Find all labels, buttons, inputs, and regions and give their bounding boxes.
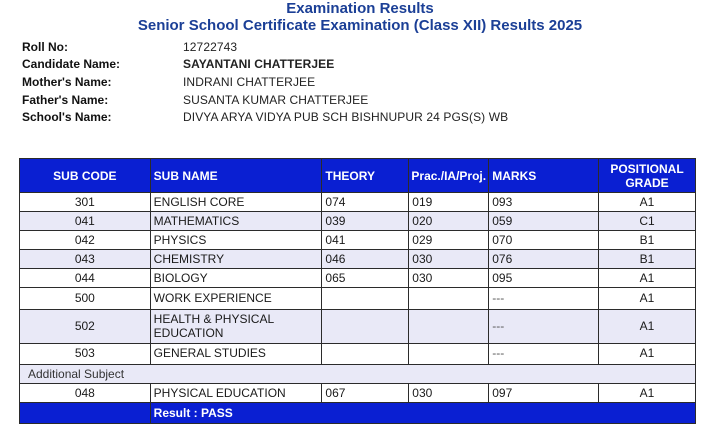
sub-code: 502 <box>20 309 151 343</box>
page-title: Examination Results <box>286 0 434 17</box>
sub-name: CHEMISTRY <box>150 250 322 269</box>
father-name-value: SUSANTA KUMAR CHATTERJEE <box>183 92 369 107</box>
total-marks: 093 <box>489 193 599 212</box>
total-marks: --- <box>489 343 599 365</box>
header-marks: MARKS <box>489 159 599 193</box>
marks-table <box>19 158 696 424</box>
sub-code: 503 <box>20 343 151 365</box>
mother-name-value: INDRANI CHATTERJEE <box>183 74 316 89</box>
table-row <box>20 212 696 231</box>
candidate-name-label: Candidate Name: <box>22 57 121 72</box>
total-marks: 076 <box>489 250 599 269</box>
practical-marks: 020 <box>409 212 489 231</box>
theory-marks: 065 <box>322 269 409 288</box>
sub-name: ENGLISH CORE <box>150 193 322 212</box>
sub-name: MATHEMATICS <box>150 212 322 231</box>
grade: B1 <box>599 250 696 269</box>
practical-marks <box>409 309 489 343</box>
sub-code: 044 <box>20 269 151 288</box>
total-marks: --- <box>489 309 599 343</box>
page-subtitle: Senior School Certificate Examination (Class XII) Results 2025 <box>137 17 583 34</box>
practical-marks <box>409 288 489 310</box>
sub-code: 048 <box>20 384 151 403</box>
additional-subject-label: Additional Subject <box>20 365 696 384</box>
practical-marks: 030 <box>409 384 489 403</box>
sub-name: BIOLOGY <box>150 269 322 288</box>
grade: A1 <box>599 309 696 343</box>
additional-subject-row <box>20 365 696 384</box>
theory-marks <box>322 309 409 343</box>
sub-name: GENERAL STUDIES <box>150 343 322 365</box>
theory-marks: 039 <box>322 212 409 231</box>
school-name-value: DIVYA ARYA VIDYA PUB SCH BISHNUPUR 24 PGS(S) WB <box>183 110 509 125</box>
grade: A1 <box>599 343 696 365</box>
table-header-row <box>20 159 696 193</box>
table-row <box>20 250 696 269</box>
grade: A1 <box>599 269 696 288</box>
header-positional-grade: POSITIONAL GRADE <box>599 159 696 193</box>
mother-name-label: Mother's Name: <box>22 74 112 89</box>
theory-marks <box>322 343 409 365</box>
candidate-info <box>22 38 508 126</box>
header-sub-code: SUB CODE <box>20 159 151 193</box>
table-row <box>20 384 696 403</box>
grade: A1 <box>599 384 696 403</box>
table-row <box>20 193 696 212</box>
grade: C1 <box>599 212 696 231</box>
header-sub-name: SUB NAME <box>150 159 322 193</box>
theory-marks: 074 <box>322 193 409 212</box>
total-marks: 097 <box>489 384 599 403</box>
header-theory: THEORY <box>322 159 409 193</box>
father-name-row <box>22 91 508 109</box>
table-row <box>20 269 696 288</box>
sub-name: PHYSICAL EDUCATION <box>150 384 322 403</box>
father-name-label: Father's Name: <box>22 92 109 107</box>
school-name-label: School's Name: <box>22 110 112 125</box>
result-spacer <box>20 403 151 424</box>
roll-no-label: Roll No: <box>22 39 68 54</box>
result-status: Result : PASS <box>150 403 695 424</box>
table-row <box>20 309 696 343</box>
practical-marks: 030 <box>409 269 489 288</box>
practical-marks: 030 <box>409 250 489 269</box>
candidate-name-value: SAYANTANI CHATTERJEE <box>183 57 335 72</box>
practical-marks: 029 <box>409 231 489 250</box>
header-practical: Prac./IA/Proj. <box>409 159 489 193</box>
roll-no-value: 12722743 <box>183 39 238 54</box>
candidate-name-row <box>22 56 508 74</box>
sub-code: 041 <box>20 212 151 231</box>
school-name-row <box>22 108 508 126</box>
mother-name-row <box>22 73 508 91</box>
table-row <box>20 231 696 250</box>
grade: A1 <box>599 193 696 212</box>
sub-code: 042 <box>20 231 151 250</box>
theory-marks: 041 <box>322 231 409 250</box>
table-row <box>20 288 696 310</box>
sub-name: PHYSICS <box>150 231 322 250</box>
grade: B1 <box>599 231 696 250</box>
grade: A1 <box>599 288 696 310</box>
sub-code: 301 <box>20 193 151 212</box>
total-marks: 070 <box>489 231 599 250</box>
table-row <box>20 343 696 365</box>
sub-name: WORK EXPERIENCE <box>150 288 322 310</box>
theory-marks <box>322 288 409 310</box>
total-marks: 059 <box>489 212 599 231</box>
sub-code: 043 <box>20 250 151 269</box>
practical-marks <box>409 343 489 365</box>
theory-marks: 046 <box>322 250 409 269</box>
sub-name: HEALTH & PHYSICAL EDUCATION <box>150 309 322 343</box>
total-marks: --- <box>489 288 599 310</box>
theory-marks: 067 <box>322 384 409 403</box>
roll-no-row <box>22 38 508 56</box>
practical-marks: 019 <box>409 193 489 212</box>
result-row <box>20 403 696 424</box>
sub-code: 500 <box>20 288 151 310</box>
total-marks: 095 <box>489 269 599 288</box>
